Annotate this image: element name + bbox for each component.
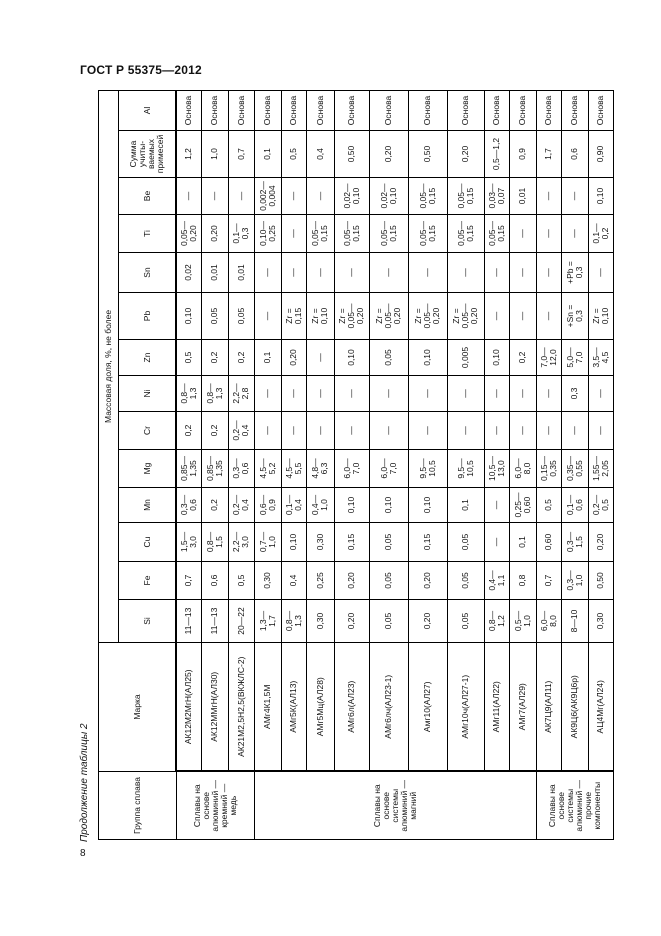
page-number: 8 <box>80 848 86 859</box>
value-cell: 0,25— 0,60 <box>509 488 536 523</box>
value-cell: — <box>369 253 408 293</box>
value-cell: 10,5— 13,0 <box>484 450 509 488</box>
value-cell: 0,05— 0,15 <box>306 215 334 253</box>
value-cell: — <box>281 253 306 293</box>
value-cell: 0,8— 1,3 <box>281 600 306 643</box>
value-cell: 1,2 <box>176 131 201 178</box>
table-caption: Продолжение таблицы 2 <box>79 723 90 842</box>
value-cell: 0,20 <box>281 340 306 376</box>
value-cell: 6,0— 8,0 <box>536 600 561 643</box>
value-cell: 0,7— 1,0 <box>254 523 281 562</box>
value-cell: 0,05 <box>228 293 254 340</box>
value-cell: 0,05 <box>369 562 408 600</box>
value-cell: 1,0 <box>201 131 228 178</box>
value-cell: 0,85— 1,35 <box>201 450 228 488</box>
value-cell: — <box>509 412 536 450</box>
value-cell: Zr = 0,05— 0,20 <box>334 293 369 340</box>
value-cell: 0,5— 1,0 <box>509 600 536 643</box>
table-row <box>334 90 369 839</box>
alloy-grade-cell: АМг6л(АЛ23) <box>334 643 369 772</box>
composition-table <box>98 90 614 840</box>
value-cell: 0,1— 0,6 <box>561 488 588 523</box>
value-cell: 0,20 <box>334 562 369 600</box>
value-cell: — <box>536 178 561 215</box>
value-cell: 0,1 <box>254 340 281 376</box>
value-cell: — <box>408 376 447 412</box>
header-element: Zn <box>119 340 177 376</box>
value-cell: 0,50 <box>408 131 447 178</box>
value-cell: 0,1— 0,3 <box>228 215 254 253</box>
value-cell: 0,01 <box>201 253 228 293</box>
value-cell: 0,20 <box>201 215 228 253</box>
value-cell: 0,10— 0,25 <box>254 215 281 253</box>
table-row <box>306 90 334 839</box>
value-cell: 4,5— 5,2 <box>254 450 281 488</box>
value-cell: Основа <box>334 90 369 130</box>
value-cell: 0,05 <box>447 562 484 600</box>
header-element: Fe <box>119 562 177 600</box>
value-cell: Основа <box>408 90 447 130</box>
header-element: Mg <box>119 450 177 488</box>
value-cell: Zr = 0,10 <box>306 293 334 340</box>
value-cell: 0,05— 0,15 <box>484 215 509 253</box>
value-cell: — <box>536 412 561 450</box>
value-cell: 0,30 <box>306 600 334 643</box>
value-cell: Основа <box>484 90 509 130</box>
value-cell: Основа <box>254 90 281 130</box>
value-cell: 0,20 <box>408 562 447 600</box>
value-cell: 0,03— 0,07 <box>484 178 509 215</box>
value-cell: — <box>369 412 408 450</box>
table-row <box>509 90 536 839</box>
value-cell: — <box>484 253 509 293</box>
value-cell: — <box>447 412 484 450</box>
value-cell: 0,02— 0,10 <box>334 178 369 215</box>
value-cell: Zr = 0,05— 0,20 <box>369 293 408 340</box>
value-cell: 1,55— 2,05 <box>588 450 613 488</box>
value-cell: 0,3— 0,6 <box>228 450 254 488</box>
value-cell: +Sn = 0,3 <box>561 293 588 340</box>
value-cell: 0,2 <box>176 412 201 450</box>
value-cell: 0,8 <box>509 562 536 600</box>
value-cell: 0,2 <box>201 488 228 523</box>
value-cell: 0,3— 1,0 <box>561 562 588 600</box>
value-cell: 0,4 <box>306 131 334 178</box>
value-cell: 0,25 <box>306 562 334 600</box>
alloy-group-cell: Сплавы на основе системы алюминий — прочие компоненты <box>536 772 613 840</box>
value-cell: 0,5 <box>281 131 306 178</box>
value-cell: — <box>484 293 509 340</box>
table-row <box>228 90 254 839</box>
value-cell: — <box>536 293 561 340</box>
value-cell: — <box>536 253 561 293</box>
value-cell: — <box>588 412 613 450</box>
alloy-grade-cell: АМг6лч(АЛ23-1) <box>369 643 408 772</box>
value-cell: 0,05 <box>447 523 484 562</box>
header-element: Cr <box>119 412 177 450</box>
alloy-grade-cell: АК12М2МгН(АЛ25) <box>176 643 201 772</box>
table-row <box>254 90 281 839</box>
value-cell: 0,05— 0,15 <box>447 178 484 215</box>
header-element: Sn <box>119 253 177 293</box>
value-cell: — <box>561 178 588 215</box>
value-cell: 0,20 <box>447 131 484 178</box>
value-cell: 0,3— 0,6 <box>176 488 201 523</box>
header-mass-fraction: Массовая доля, %, не более <box>99 90 119 642</box>
document-title: ГОСТ Р 55375—2012 <box>80 63 202 77</box>
value-cell: — <box>281 178 306 215</box>
alloy-grade-cell: Амг10(АЛ27) <box>408 643 447 772</box>
value-cell: 0,30 <box>588 600 613 643</box>
value-cell: 0,7 <box>176 562 201 600</box>
value-cell: 0,10 <box>369 488 408 523</box>
value-cell: 0,60 <box>536 523 561 562</box>
value-cell: 9,5— 10,5 <box>447 450 484 488</box>
value-cell: 0,2— 0,4 <box>228 412 254 450</box>
value-cell: — <box>447 253 484 293</box>
value-cell: 0,10 <box>484 340 509 376</box>
value-cell: 0,5 <box>176 340 201 376</box>
value-cell: — <box>484 488 509 523</box>
value-cell: — <box>334 376 369 412</box>
value-cell: 0,05— 0,15 <box>447 215 484 253</box>
value-cell: 0,6 <box>561 131 588 178</box>
alloy-grade-cell: АК12ММгН(АЛ30) <box>201 643 228 772</box>
value-cell: 0,10 <box>408 340 447 376</box>
value-cell: — <box>484 376 509 412</box>
value-cell: 0,3 <box>561 376 588 412</box>
value-cell: 11—13 <box>176 600 201 643</box>
value-cell: 1,7 <box>536 131 561 178</box>
value-cell: — <box>369 376 408 412</box>
value-cell: 0,05 <box>447 600 484 643</box>
value-cell: 0,50 <box>588 562 613 600</box>
value-cell: — <box>254 293 281 340</box>
value-cell: Основа <box>201 90 228 130</box>
alloy-grade-cell: АЦ4Мг(АЛ24) <box>588 643 613 772</box>
value-cell: 0,02 <box>176 253 201 293</box>
value-cell: 0,20 <box>408 600 447 643</box>
value-cell: Zr = 0,10 <box>588 293 613 340</box>
value-cell: 20—22 <box>228 600 254 643</box>
value-cell: 0,8— 1,5 <box>201 523 228 562</box>
value-cell: Основа <box>509 90 536 130</box>
header-group: Группа сплава <box>99 772 177 840</box>
table-row <box>447 90 484 839</box>
alloy-grade-cell: АМг5К(АЛ13) <box>281 643 306 772</box>
value-cell: 0,01 <box>509 178 536 215</box>
value-cell: 0,002— 0,004 <box>254 178 281 215</box>
value-cell: 0,15— 0,35 <box>536 450 561 488</box>
header-element: Si <box>119 600 177 643</box>
value-cell: — <box>588 376 613 412</box>
value-cell: 0,10 <box>334 340 369 376</box>
value-cell: 6,0— 7,0 <box>334 450 369 488</box>
value-cell: — <box>334 253 369 293</box>
header-element: Сумма учиты- ваемых примесей <box>119 131 177 178</box>
value-cell: Основа <box>176 90 201 130</box>
header-element: Ti <box>119 215 177 253</box>
value-cell: — <box>334 412 369 450</box>
value-cell: — <box>484 412 509 450</box>
value-cell: — <box>254 253 281 293</box>
value-cell: Zr = 0,05— 0,20 <box>447 293 484 340</box>
value-cell: 0,01 <box>228 253 254 293</box>
value-cell: 0,4 <box>281 562 306 600</box>
value-cell: 0,05 <box>369 523 408 562</box>
alloy-grade-cell: АК7Ц9(АЛ11) <box>536 643 561 772</box>
alloy-grade-cell: АМг11(АЛ22) <box>484 643 509 772</box>
value-cell: 0,85— 1,35 <box>176 450 201 488</box>
table-row <box>369 90 408 839</box>
value-cell: — <box>509 376 536 412</box>
table-row <box>536 90 561 839</box>
value-cell: 0,5 <box>536 488 561 523</box>
value-cell: 0,20 <box>588 523 613 562</box>
value-cell: 0,1 <box>447 488 484 523</box>
value-cell: 0,2— 0,4 <box>228 488 254 523</box>
table-row <box>408 90 447 839</box>
value-cell: 0,2 <box>201 412 228 450</box>
value-cell: — <box>201 178 228 215</box>
value-cell: 0,50 <box>334 131 369 178</box>
value-cell: Основа <box>536 90 561 130</box>
value-cell: Основа <box>561 90 588 130</box>
value-cell: 4,5— 5,5 <box>281 450 306 488</box>
value-cell: 0,35— 0,55 <box>561 450 588 488</box>
value-cell: 0,05 <box>369 340 408 376</box>
value-cell: — <box>588 253 613 293</box>
value-cell: 0,5—1,2 <box>484 131 509 178</box>
value-cell: 0,05— 0,15 <box>408 215 447 253</box>
value-cell: 6,0— 7,0 <box>369 450 408 488</box>
value-cell: — <box>536 215 561 253</box>
composition-table-container <box>98 90 612 840</box>
value-cell: 0,1 <box>254 131 281 178</box>
value-cell: — <box>176 178 201 215</box>
value-cell: Основа <box>228 90 254 130</box>
value-cell: 0,05 <box>201 293 228 340</box>
value-cell: 0,2 <box>201 340 228 376</box>
table-row <box>484 90 509 839</box>
value-cell: 0,8— 1,2 <box>484 600 509 643</box>
value-cell: 1,3— 1,7 <box>254 600 281 643</box>
alloy-grade-cell: АК9Ц6(АК9Ц6р) <box>561 643 588 772</box>
value-cell: 0,15 <box>408 523 447 562</box>
value-cell: 0,1— 0,2 <box>588 215 613 253</box>
value-cell: — <box>509 215 536 253</box>
value-cell: — <box>447 376 484 412</box>
value-cell: — <box>306 376 334 412</box>
value-cell: — <box>281 215 306 253</box>
header-element: Al <box>119 90 177 130</box>
value-cell: Основа <box>281 90 306 130</box>
value-cell: — <box>509 253 536 293</box>
table-row <box>588 90 613 839</box>
value-cell: 0,9 <box>509 131 536 178</box>
header-element: Mn <box>119 488 177 523</box>
value-cell: 0,2 <box>228 340 254 376</box>
table-row <box>201 90 228 839</box>
value-cell: 11—13 <box>201 600 228 643</box>
value-cell: — <box>306 178 334 215</box>
value-cell: Основа <box>306 90 334 130</box>
header-element: Cu <box>119 523 177 562</box>
value-cell: 0,7 <box>536 562 561 600</box>
value-cell: 4,8— 6,3 <box>306 450 334 488</box>
value-cell: 0,1 <box>509 523 536 562</box>
value-cell: 0,4— 1,1 <box>484 562 509 600</box>
alloy-grade-cell: АМг5Мц(АЛ28) <box>306 643 334 772</box>
alloy-grade-cell: АМг4К1,5М <box>254 643 281 772</box>
value-cell: 0,15 <box>334 523 369 562</box>
value-cell: 2,2— 2,8 <box>228 376 254 412</box>
value-cell: — <box>306 340 334 376</box>
value-cell: 5,0— 7,0 <box>561 340 588 376</box>
value-cell: 0,30 <box>306 523 334 562</box>
value-cell: 6,0— 8,0 <box>509 450 536 488</box>
value-cell: 0,6 <box>201 562 228 600</box>
value-cell: 0,20 <box>369 131 408 178</box>
value-cell: 0,10 <box>281 523 306 562</box>
value-cell: 0,10 <box>334 488 369 523</box>
value-cell: 0,90 <box>588 131 613 178</box>
value-cell: — <box>254 376 281 412</box>
value-cell: Zr = 0,15 <box>281 293 306 340</box>
value-cell: 0,005 <box>447 340 484 376</box>
value-cell: 0,05— 0,15 <box>369 215 408 253</box>
value-cell: 0,8— 1,3 <box>176 376 201 412</box>
value-cell: — <box>484 523 509 562</box>
value-cell: 2,2— 3,0 <box>228 523 254 562</box>
value-cell: 0,20 <box>334 600 369 643</box>
value-cell: 0,02— 0,10 <box>369 178 408 215</box>
table-row <box>561 90 588 839</box>
value-cell: Zr = 0,05— 0,20 <box>408 293 447 340</box>
value-cell: Основа <box>369 90 408 130</box>
value-cell: — <box>306 412 334 450</box>
alloy-grade-cell: АМг10ч(АЛ27-1) <box>447 643 484 772</box>
header-marka: Марка <box>99 643 177 772</box>
value-cell: Основа <box>447 90 484 130</box>
alloy-grade-cell: АК21М2,5Н2,5(ВКЖЛС-2) <box>228 643 254 772</box>
value-cell: 0,3— 1,5 <box>561 523 588 562</box>
value-cell: 0,05— 0,15 <box>408 178 447 215</box>
value-cell: 0,10 <box>408 488 447 523</box>
value-cell: 7,0— 12,0 <box>536 340 561 376</box>
value-cell: — <box>408 412 447 450</box>
value-cell: — <box>408 253 447 293</box>
value-cell: 0,1— 0,4 <box>281 488 306 523</box>
value-cell: 0,05 <box>369 600 408 643</box>
value-cell: — <box>536 376 561 412</box>
value-cell: 0,8— 1,3 <box>201 376 228 412</box>
value-cell: 0,2 <box>509 340 536 376</box>
value-cell: — <box>281 412 306 450</box>
value-cell: — <box>509 293 536 340</box>
table-row <box>281 90 306 839</box>
value-cell: 0,10 <box>176 293 201 340</box>
value-cell: — <box>228 178 254 215</box>
value-cell: 3,5— 4,5 <box>588 340 613 376</box>
value-cell: 0,05— 0,15 <box>334 215 369 253</box>
value-cell: 0,6— 0,9 <box>254 488 281 523</box>
header-element: Pb <box>119 293 177 340</box>
value-cell: — <box>281 376 306 412</box>
value-cell: 0,7 <box>228 131 254 178</box>
value-cell: Основа <box>588 90 613 130</box>
value-cell: 0,5 <box>228 562 254 600</box>
value-cell: — <box>561 412 588 450</box>
value-cell: 8—10 <box>561 600 588 643</box>
table-row <box>176 90 201 839</box>
value-cell: — <box>561 215 588 253</box>
value-cell: — <box>254 412 281 450</box>
value-cell: — <box>306 253 334 293</box>
value-cell: +Pb = 0,3 <box>561 253 588 293</box>
alloy-grade-cell: АМг7(АЛ29) <box>509 643 536 772</box>
value-cell: 0,2— 0,5 <box>588 488 613 523</box>
value-cell: 0,30 <box>254 562 281 600</box>
alloy-group-cell: Сплавы на основе алюминий — кремний — медь <box>176 772 254 840</box>
header-element: Ni <box>119 376 177 412</box>
value-cell: 0,4— 1,0 <box>306 488 334 523</box>
header-element: Be <box>119 178 177 215</box>
value-cell: 9,5— 10,5 <box>408 450 447 488</box>
alloy-group-cell: Сплавы на основе системы алюминий — магний <box>254 772 536 840</box>
value-cell: 0,10 <box>588 178 613 215</box>
value-cell: 0,05— 0,20 <box>176 215 201 253</box>
value-cell: 1,5— 3,0 <box>176 523 201 562</box>
